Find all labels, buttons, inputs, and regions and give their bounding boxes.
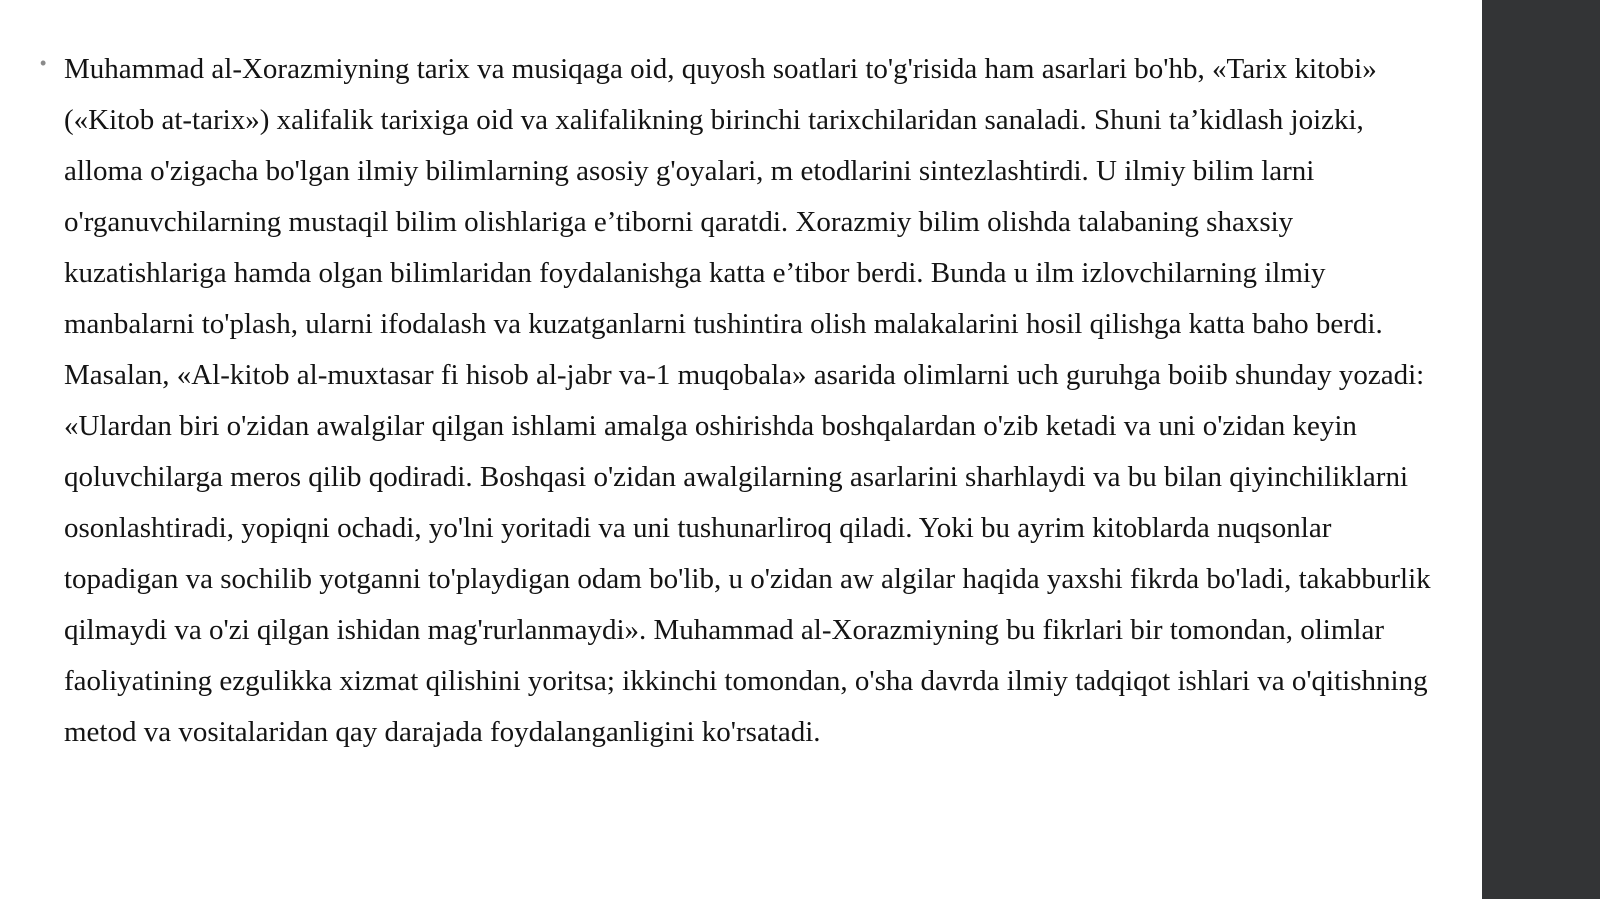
body-paragraph: Muhammad al-Xorazmiyning tarix va musiqaga oid, quyosh soatlari to'g'risida ham asarlari bo'hb, «Tarix kitobi» («Kitob at-tarix») xalifalik tarixiga oid va xalifalikning birinchi tarixchilaridan sanaladi. Shuni ta’kidlash joizki, alloma o'zigacha bo'lgan ilmiy bilimlarning asosiy g'oyalari, m etodlarini sintezlashtirdi. U ilmiy bilim larni o'rganuvchilarning mustaqil bilim olishlariga e’tiborni qaratdi. Xorazmiy bilim olishda talabaning shaxsiy kuzatishlariga hamda olgan bilimlaridan foydalanishga katta e’tibor berdi. Bunda u ilm izlovchilarning ilmiy manbalarni to'plash, ularni ifodalash va kuzatganlarni tushintira olish malakalarini hosil qilishga katta baho berdi. Masalan, «Al-kitob al-muxtasar fi hisob al-jabr va-1 muqobala» asarida olimlarni uch guruhga boiib shunday yozadi: «Ulardan biri o'zidan awalgilar qilgan ishlami amalga oshirishda boshqalardan o'zib ketadi va uni o'zidan keyin qoluvchilarga meros qilib qodiradi. Boshqasi o'zidan awalgilarning asarlarini sharhlaydi va bu bilan qiyinchiliklarni osonlashtiradi, yopiqni ochadi, yo'lni yoritadi va uni tushunarliroq qiladi. Yoki bu ayrim kitoblarda nuqsonlar topadigan va sochilib yotganni to'playdigan odam bo'lib, u o'zidan aw algilar haqida yaxshi fikrda bo'ladi, takabburlik qilmaydi va o'zi qilgan ishidan mag'rurlanmaydi». Muhammad al-Xorazmiyning bu fikrlari bir tomondan, olimlar faoliyatining ezgulikka xizmat qilishini yoritsa; ikkinchi tomondan, o'sha davrda ilmiy tadqiqot ishlari va o'qitishning metod va vositalaridan qay darajada foydalanganligini ko'rsatadi. <box>64 53 1431 748</box>
slide-content <box>40 44 1440 864</box>
side-bar <box>1482 0 1600 899</box>
bullet-item <box>40 44 1440 758</box>
bullet-icon: • <box>40 53 47 73</box>
